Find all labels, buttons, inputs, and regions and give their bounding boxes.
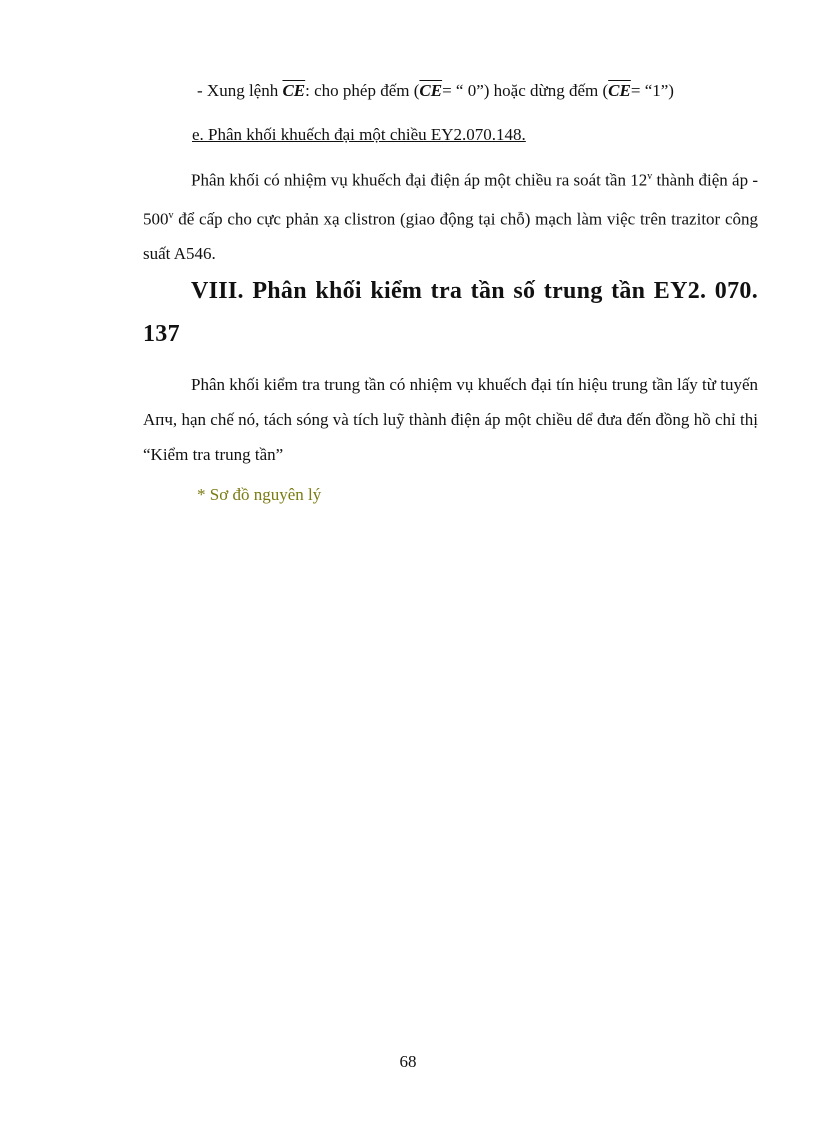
section-e-title: e. Phân khối khuếch đại một chiều EY2.070.148. <box>192 125 526 144</box>
line1-prefix: - Xung lệnh <box>197 81 283 100</box>
schematic-note: * Sơ đồ nguyên lý <box>197 485 322 504</box>
line1-after-signal: : cho phép đếm ( <box>305 81 420 100</box>
para1-sup1: v <box>647 171 653 182</box>
para1-part1: Phân khối có nhiệm vụ khuếch đại điện áp một chiều ra soát tần 12 <box>191 170 648 190</box>
para1-sup2: v <box>168 209 174 221</box>
line1-mid: = “ 0”) hoặc dừng đếm ( <box>442 81 609 100</box>
paragraph-khuech-dai <box>143 159 758 271</box>
ce-signal-1: $\overline{CE}$ <box>282 81 306 100</box>
line-xung-lenh <box>197 80 674 102</box>
para1-part2: thành điện áp - 500 <box>143 170 758 229</box>
ce-signal-2: $\overline{CE}$ <box>419 81 443 100</box>
paragraph-kiem-tra-trung-tan: Phân khối kiểm tra trung tần có nhiệm vụ khuếch đại tín hiệu trung tần lấy từ tuyến Aпч, hạn chế nó, tách sóng và tích luỹ thành điện áp một chiều dể đưa đến đồng hồ chỉ thị “Kiểm tra trung tần” <box>143 375 758 464</box>
ce-signal-3: $\overline{CE}$ <box>608 81 631 100</box>
section-viii-heading: VIII. Phân khối kiểm tra tần số trung tần EY2. 070. 137 <box>143 278 758 347</box>
para1-part3: để cấp cho cực phản xạ clistron (giao động tại chỗ) mạch làm việc trên trazitor công suất A546. <box>143 209 758 264</box>
line1-end: = “1”) <box>630 81 674 100</box>
page-number: 68 <box>399 1052 417 1071</box>
